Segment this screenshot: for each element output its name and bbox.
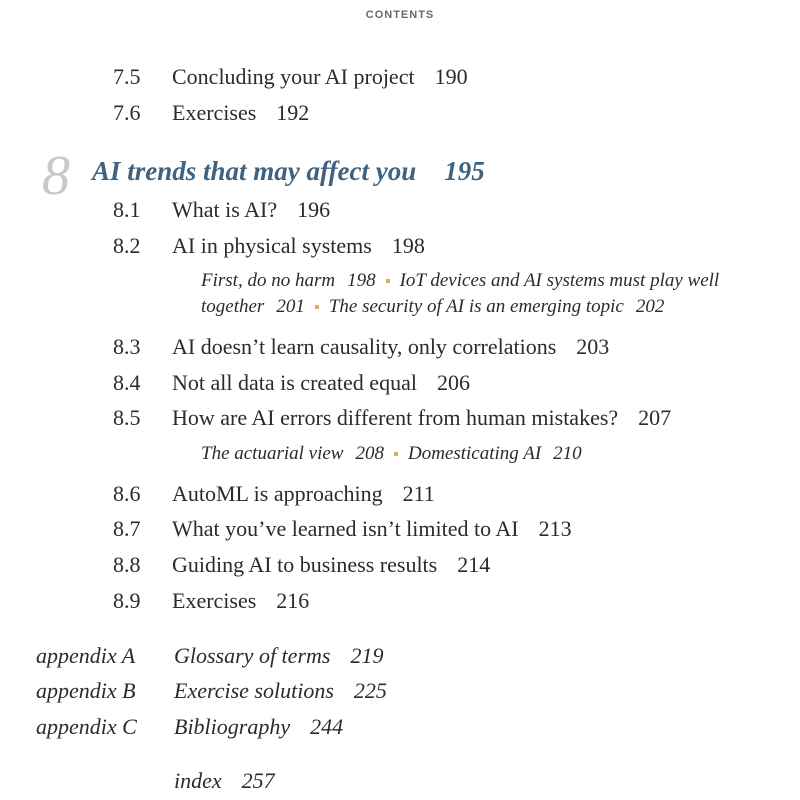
subsection-entry[interactable]: IoT devices and AI systems must play well xyxy=(399,270,720,291)
section-title: What you’ve learned isn’t limited to AI 213 xyxy=(172,516,572,541)
section-number: 8.5 xyxy=(113,405,141,430)
section-number: 8.4 xyxy=(113,370,141,395)
page-number: 203 xyxy=(576,334,610,359)
section-number: 8.3 xyxy=(113,334,141,359)
page-number: 207 xyxy=(638,405,672,430)
section-title: How are AI errors different from human mistakes? 207 xyxy=(172,405,672,430)
bullet-square-icon xyxy=(394,452,398,456)
section-title: Exercises 216 xyxy=(172,588,310,613)
section-number: 7.6 xyxy=(113,100,141,125)
chapter-number: 8 xyxy=(42,145,70,207)
bullet-square-icon xyxy=(386,279,390,283)
section-number: 8.1 xyxy=(113,197,141,222)
page-number: 216 xyxy=(276,588,310,613)
appendix-label: appendix A xyxy=(36,643,136,668)
section-title: Guiding AI to business results 214 xyxy=(172,552,491,577)
section-title: AI doesn’t learn causality, only correlations 203 xyxy=(172,334,610,359)
subsection-entry[interactable]: The security of AI is an emerging topic 202 xyxy=(328,296,665,317)
page-number: 244 xyxy=(310,714,344,739)
appendix-label: appendix B xyxy=(36,678,136,703)
page-number: 198 xyxy=(391,233,425,258)
subsection-entry[interactable]: First, do no harm 198 xyxy=(201,270,376,291)
section-number: 8.7 xyxy=(113,516,141,541)
subsection-entry[interactable]: The actuarial view 208 xyxy=(201,443,384,464)
section-title: AutoML is approaching 211 xyxy=(172,481,435,506)
running-head: CONTENTS xyxy=(365,9,435,21)
appendix-label: appendix C xyxy=(36,714,137,739)
page-number: 211 xyxy=(402,481,435,506)
subsection-line xyxy=(201,296,664,318)
subsection-entry[interactable]: Domesticating AI 210 xyxy=(407,443,582,464)
section-number: 8.9 xyxy=(113,588,141,613)
section-number: 8.2 xyxy=(113,233,141,258)
section-number: 8.6 xyxy=(113,481,141,506)
subsection-entry-cont[interactable]: together 201 xyxy=(201,296,305,317)
page-number: 196 xyxy=(297,197,331,222)
appendix-title: Glossary of terms 219 xyxy=(174,643,384,668)
section-title: Not all data is created equal 206 xyxy=(172,370,470,395)
section-title: Exercises 192 xyxy=(172,100,310,125)
appendix-title: Bibliography 244 xyxy=(174,714,344,739)
index-title: index 257 xyxy=(174,768,275,793)
page-number: 214 xyxy=(457,552,491,577)
section-number: 8.8 xyxy=(113,552,141,577)
subsection-line xyxy=(201,270,719,292)
chapter-page: 195 xyxy=(444,156,485,186)
bullet-square-icon xyxy=(315,305,319,309)
page-number: 192 xyxy=(276,100,310,125)
section-title: What is AI? 196 xyxy=(172,197,331,222)
chapter-title[interactable]: AI trends that may affect you 195 xyxy=(92,156,485,186)
page-number: 225 xyxy=(353,678,387,703)
page-number: 219 xyxy=(350,643,384,668)
appendix-title: Exercise solutions 225 xyxy=(174,678,387,703)
page-number: 257 xyxy=(241,768,275,793)
subsection-line xyxy=(201,443,582,465)
page-number: 206 xyxy=(436,370,470,395)
section-number: 7.5 xyxy=(113,64,141,89)
section-title: AI in physical systems 198 xyxy=(172,233,425,258)
section-title: Concluding your AI project 190 xyxy=(172,64,468,89)
page-number: 190 xyxy=(434,64,468,89)
page-number: 213 xyxy=(538,516,572,541)
